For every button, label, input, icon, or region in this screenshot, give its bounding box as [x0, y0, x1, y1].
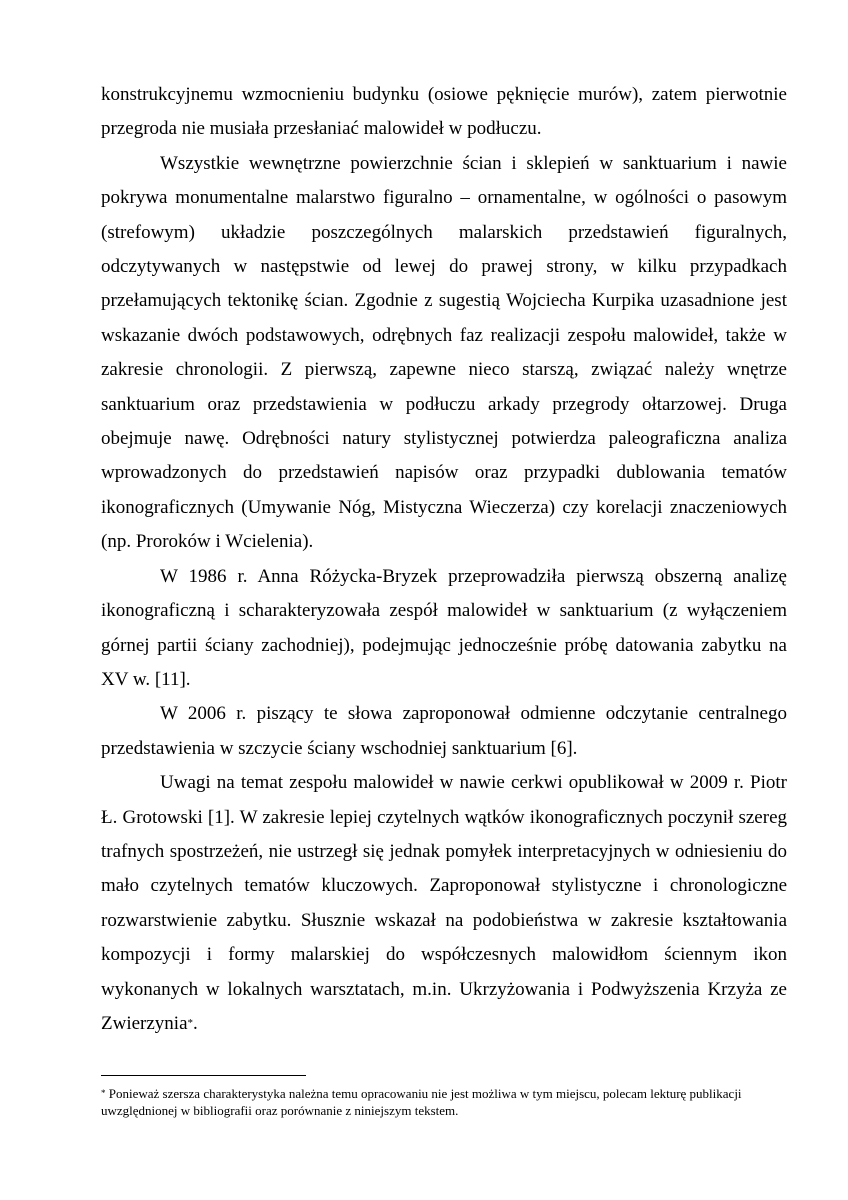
- footnote: [101, 1085, 787, 1119]
- paragraph-2006: W 2006 r. piszący te słowa zaproponował odmienne odczytanie centralnego przedstawienia w szczycie ściany wschodniej sanktuarium [6].: [101, 703, 787, 759]
- paragraph-grotowski: [101, 766, 787, 1041]
- paragraph-rozycka-bryzek: W 1986 r. Anna Różycka-Bryzek przeprowadziła pierwszą obszerną analizę ikonograficzną i scharakteryzowała zespół malowideł w sanktuarium (z wyłączeniem górnej partii ściany zachodniej), podejmując jednocześnie próbę datowania zabytku na XV w. [11].: [101, 565, 787, 690]
- paragraph-grotowski-text: Uwagi na temat zespołu malowideł w nawie cerkwi opublikował w 2009 r. Piotr Ł. Grotowski [1]. W zakresie lepiej czytelnych wątków ikonograficznych poczynił szereg trafnych spostrzeżeń, nie ustrzegł się jednak pomyłek interpretacyjnych w odniesieniu do mało czytelnych tematów kluczowych. Zaproponował stylistyczne i chronologiczne rozwarstwienie zabytku. Słusznie wskazał na podobieństwa w zakresie kształtowania kompozycji i formy malarskiej do współczesnych malowidłom ściennym ikon wykonanych w lokalnych warsztatach, m.in. Ukrzyżowania i Podwyższenia Krzyża ze Zwierzynia: [101, 772, 787, 1034]
- footnote-reference: *: [187, 1016, 194, 1029]
- body-text: [101, 78, 787, 1041]
- final-period: .: [193, 1012, 198, 1034]
- footnote-separator: [101, 1075, 306, 1076]
- paragraph-murals-description: Wszystkie wewnętrzne powierzchnie ścian i sklepień w sanktuarium i nawie pokrywa monumentalne malarstwo figuralno – ornamentalne, w ogólności o pasowym (strefowym) układzie poszczególnych malarskich przedstawień figuralnych, odczytywanych w następstwie od lewej do prawej strony, w kilku przypadkach przełamujących tektonikę ścian. Zgodnie z sugestią Wojciecha Kurpika uzasadnione jest wskazanie dwóch podstawowych, odrębnych faz realizacji zespołu malowideł, także w zakresie chronologii. Z pierwszą, zapewne nieco starszą, związać należy wnętrze sanktuarium oraz przedstawienia w podłuczu arkady przegrody ołtarzowej. Druga obejmuje nawę. Odrębności natury stylistycznej potwierdza paleograficzna analiza wprowadzonych do przedstawień napisów oraz przypadki dublowania tematów ikonograficznych (Umywanie Nóg, Mistyczna Wieczerza) czy korelacji znaczeniowych (np. Proroków i Wcielenia).: [101, 152, 787, 553]
- paragraph-continuation: konstrukcyjnemu wzmocnieniu budynku (osiowe pęknięcie murów), zatem pierwotnie przegroda nie musiała przesłaniać malowideł w podłuczu.: [101, 84, 787, 140]
- footnote-marker: *: [101, 1088, 106, 1098]
- footnote-text: Ponieważ szersza charakterystyka należna temu opracowaniu nie jest możliwa w tym miejscu, polecam lekturę publikacji uwzględnionej w bibliografii oraz porównanie z niniejszym tekstem.: [101, 1086, 742, 1118]
